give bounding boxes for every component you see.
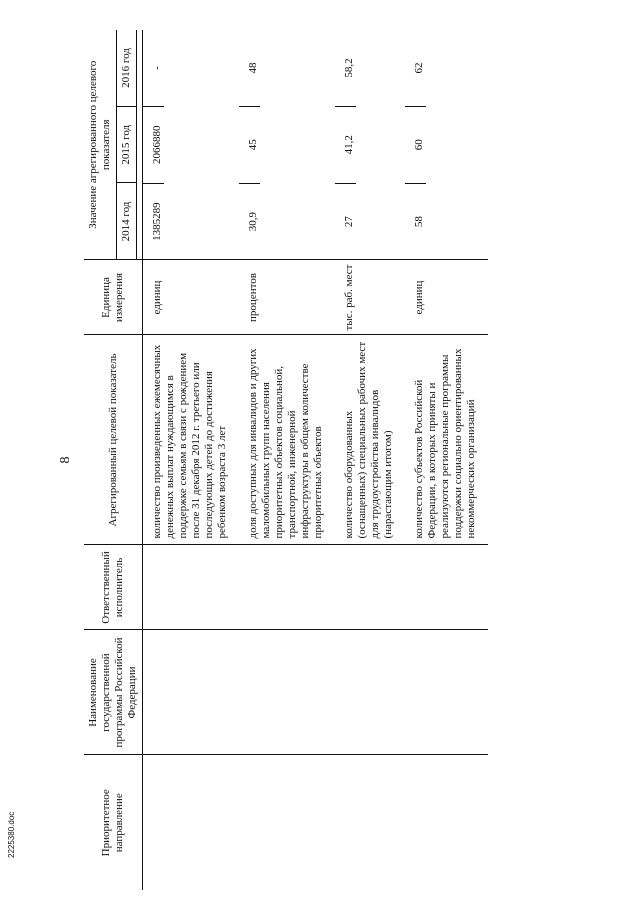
- rotated-content: [58, 30, 578, 890]
- indicator-cell: количество субъектов Российской Федерации, в которых приняты и реализуются региональные программы поддержки социально ориентированных некоммерческих организаций: [405, 335, 488, 545]
- header-value-group: [84, 30, 143, 260]
- unit-cell: процентов: [239, 260, 335, 335]
- indicator-cell: доля доступных для инвалидов и других маломобильных групп населения приоритетных объектов социальной, транспортной, инженерной инфраструктуры в общем количестве приоритетных объектов: [239, 335, 335, 545]
- header-executor: Ответственный исполнитель: [84, 545, 143, 630]
- values-row-table: [239, 30, 260, 260]
- year-2016-header: 2016 год: [117, 30, 137, 107]
- priority-direction-cell: [239, 755, 335, 890]
- values-cell: [405, 30, 488, 260]
- header-unit: Единица измерения: [84, 260, 143, 335]
- table-row: [239, 30, 335, 890]
- unit-cell: единиц: [405, 260, 488, 335]
- value-2014: 30,9: [247, 211, 259, 232]
- value-2016: 48: [239, 30, 260, 106]
- executor-cell: [143, 545, 240, 630]
- program-name-cell: [335, 630, 405, 755]
- value-header-table: [84, 30, 137, 260]
- document-code: 2225380.doc: [7, 811, 16, 858]
- header-indicator: Агрегированный целевой показатель: [84, 335, 143, 545]
- value-2015: 2066880: [143, 106, 164, 183]
- table-body: [143, 30, 489, 890]
- indicator-cell: количество оборудованных (оснащенных) специальных рабочих мест для трудоустройства инвалидов (нарастающим итогом): [335, 335, 405, 545]
- values-row-table: [143, 30, 164, 260]
- table-row: [143, 30, 240, 890]
- year-2014-header: 2014 год: [117, 183, 137, 260]
- values-row-table: [335, 30, 356, 260]
- executor-cell: [239, 545, 335, 630]
- value-2015: 60: [405, 106, 426, 183]
- page-number: 8: [58, 456, 73, 464]
- values-row-table: [405, 30, 426, 260]
- priority-direction-cell: [335, 755, 405, 890]
- value-2016: 62: [405, 30, 426, 106]
- value-2016: 58,2: [335, 30, 356, 106]
- table-row: [335, 30, 405, 890]
- priority-direction-cell: [143, 755, 240, 890]
- unit-cell: единиц: [143, 260, 240, 335]
- year-2015-header: 2015 год: [117, 107, 137, 184]
- program-name-cell: [405, 630, 488, 755]
- value-group-title: Значение агрегированного целевого показателя: [84, 30, 117, 260]
- executor-cell: [405, 545, 488, 630]
- table-header-row: [84, 30, 143, 890]
- program-name-cell: [143, 630, 240, 755]
- values-cell: [335, 30, 405, 260]
- value-2014: 58: [413, 216, 425, 228]
- value-2016: -: [143, 30, 164, 106]
- executor-cell: [335, 545, 405, 630]
- value-2015: 45: [239, 106, 260, 183]
- priority-direction-cell: [405, 755, 488, 890]
- unit-cell: тыс. раб. мест: [335, 260, 405, 335]
- value-2014: 27: [343, 216, 355, 228]
- values-cell: [143, 30, 240, 260]
- indicator-table: [84, 30, 488, 890]
- values-cell: [239, 30, 335, 260]
- program-name-cell: [239, 630, 335, 755]
- table-row: [405, 30, 488, 890]
- header-program-name: Наименование государственной программы Российской Федерации: [84, 630, 143, 755]
- indicator-cell: количество произведенных ежемесячных денежных выплат нуждающимся в поддержке семьям в связи с рождением после 31 декабря 2012 г. третьего или последующих детей до достижения ребенком возраста 3 лет: [143, 335, 240, 545]
- value-2015: 41,2: [335, 106, 356, 183]
- value-2014: 1385289: [151, 202, 163, 241]
- header-priority-direction: Приоритетное направление: [84, 755, 143, 890]
